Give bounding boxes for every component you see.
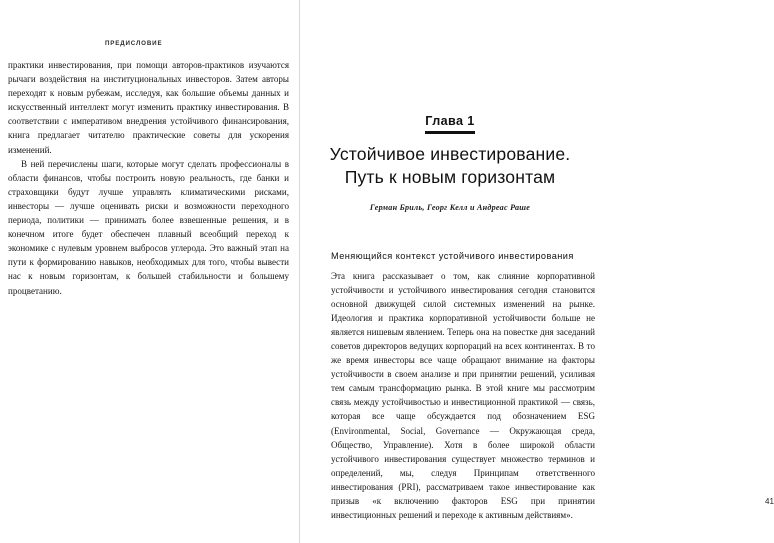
right-page-body: [331, 269, 595, 522]
left-page: [0, 0, 299, 543]
paragraph: практики инвестирования, при помощи авторов-практиков изучаются рычаги воздействия на институциональных инвесторов. Затем авторы переходят к новым рубежам, исследуя, как большие объемы данных и искусственный интеллект могут изменить практику инвестирования. В соответствии с императивом внедрения устойчивого финансирования, книга предлагает читателю практические советы для ускорения изменений.: [8, 60, 289, 155]
left-page-body: [8, 58, 289, 298]
running-head-preface: ПРЕДИСЛОВИЕ: [105, 40, 163, 47]
chapter-title-line-1: Устойчивое инвестирование.: [329, 144, 571, 164]
chapter-authors: Герман Бриль, Георг Келл и Андреас Раше: [369, 203, 531, 212]
page-number: 41: [765, 497, 774, 506]
right-page: [300, 0, 774, 543]
section-heading: Меняющийся контекст устойчивого инвестирования: [331, 251, 574, 261]
chapter-title: [314, 143, 586, 188]
chapter-label-container: [300, 112, 600, 134]
chapter-number-label: Глава 1: [425, 114, 474, 134]
chapter-title-line-2: Путь к новым горизонтам: [344, 166, 556, 187]
paragraph: Эта книга рассказывает о том, как слияние корпоративной устойчивости и устойчивого инвестирования сегодня становится основной движущей силой системных изменений на рынке. Идеология и практика корпоративной устойчивости больше не является нишевым явлением. Теперь она на повестке дня заседаний советов директоров ведущих корпораций на всех континентах. В то же время инвесторы все чаще обращают внимание на факторы устойчивости в своем анализе и при принятии решений, усиливая тем самым трансформацию рынка. В этой книге мы рассмотрим связь между устойчивостью и инвестиционной практикой — связь, которая все чаще обсуждается под обозначением ESG (Environmental, Social, Governance — Окружающая среда, Общество, Управление). Хотя в более широкой области устойчивого инвестирования существует множество терминов и определений, мы, следуя Принципам ответственного инвестирования (PRI), рассматриваем такое инвестирование как призыв «к включению факторов ESG при принятии инвестиционных решений и переходе к активным действиям».: [331, 271, 595, 520]
paragraph: В ней перечислены шаги, которые могут сделать профессионалы в области финансов, чтобы построить новую реальность, где банки и страховщики будут лучше управлять климатическими рисками, инвесторы — лучше оценивать риски и возможности переходного периода, политики — принимать более взвешенные решения, и в конечном итоге будет обеспечен плавный всеобщий переход к экономике с нулевым уровнем выбросов углерода. Это важный этап на пути к формированию навыков, необходимых для того, чтобы вывести нас к новым горизонтам, к большей стабильности и большему процветанию.: [8, 158, 289, 296]
